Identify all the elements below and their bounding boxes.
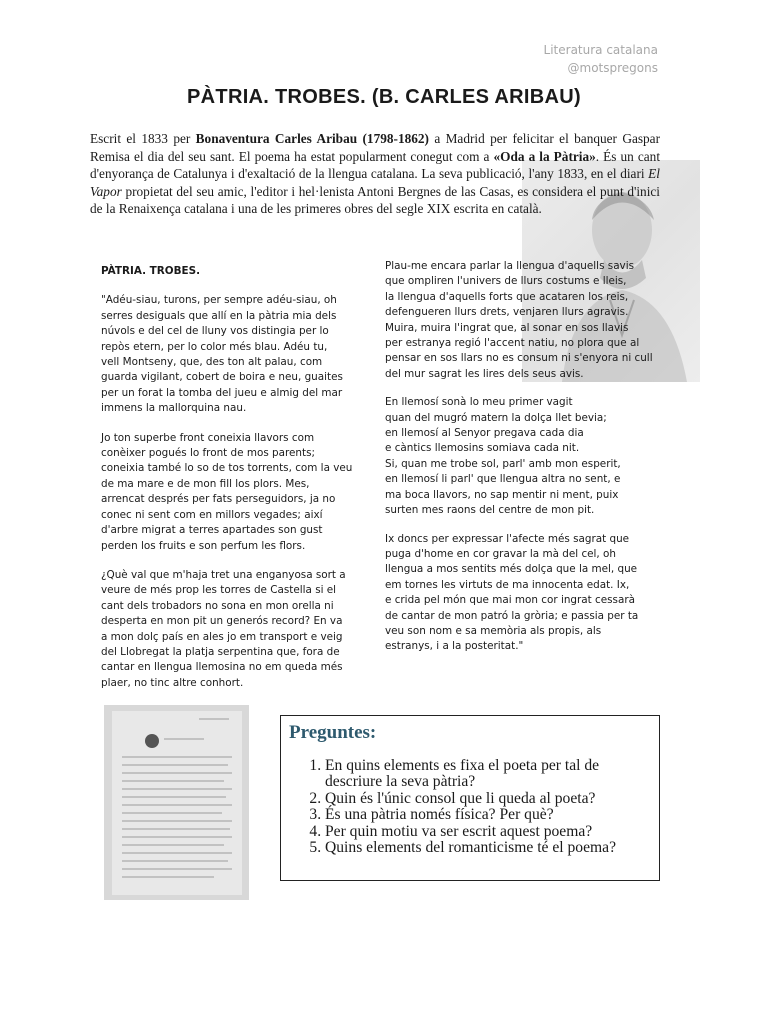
intro-author: Bonaventura Carles Aribau (1798-1862)	[195, 131, 429, 146]
manuscript-image	[104, 705, 249, 900]
question-item: 5. Quins elements del romanticisme té el poema?	[325, 840, 649, 856]
questions-list	[289, 758, 649, 856]
intro-ode-name: «Oda a la Pàtria»	[493, 148, 596, 164]
poem-stanza: Plau-me encara parlar la llengua d'aquells savis que ompliren l'univers de llurs costums e lleis, la llengua d'aquells forts que acataren los reis, defengueren llurs drets, venjaren llurs agravis. Muira, muira l'ingrat que, al sonar en sos llavis per estranya regió l'accent natiu, no plora que al pensar en sos llars no es consum ni s'enyora ni cull del mur sagrat les lires dels seus avis.	[385, 260, 653, 380]
question-item: 1. En quins elements es fixa el poeta per tal de descriure la seva pàtria?	[325, 758, 649, 791]
header-subject: Literatura catalana	[543, 43, 658, 57]
page-title: PÀTRIA. TROBES. (B. CARLES ARIBAU)	[187, 86, 581, 108]
poem-right-column	[385, 259, 655, 668]
header-note	[544, 41, 658, 77]
poem-stanza: Jo ton superbe front coneixia llavors com conèixer pogués lo front de mos parents; coneixia també lo so de tos torrents, com la veu de ma mare e de mon fill los plors. Mes, arrencat després per fats perseguidors, ja no conec ni sent com en millors vegades; així d'arbre migrat a terres apartades son gust perden los fruits e son perfum les flors.	[101, 431, 353, 552]
questions-box	[280, 715, 660, 881]
question-item: 4. Per quin motiu va ser escrit aquest poema?	[325, 824, 649, 840]
poem-stanza: "Adéu-siau, turons, per sempre adéu-siau, oh serres desiguals que allí en la pàtria mia dels núvols e del cel de lluny vos distingia per lo repòs etern, per lo color més blau. Adéu tu, vell Montseny, que, des ton alt palau, com guarda vigilant, cobert de boira e neu, guaites per un forat la tomba del jueu e almig del mar immens la mallorquina nau.	[101, 294, 343, 415]
poem-left-column	[101, 264, 361, 705]
intro-text-4: propietat del seu amic, l'editor i hel·lenista Antoni Bergnes de las Casas, es considera el punt d'inici de la Renaixença catalana i una de les primeres obres del segle XIX escrita en català.	[90, 183, 660, 216]
poem-stanza: Ix doncs per expressar l'afecte més sagrat que puga d'home en cor gravar la mà del cel, oh llengua a mos sentits més dolça que la mel, que em tornes les virtuts de ma innocenta edat. Ix, e crida pel món que mai mon cor ingrat cessarà de cantar de mon patró la gròria; e passia per ta veu son nom e sa memòria als propis, als estranys, i a la posteritat."	[385, 532, 639, 653]
intro-paragraph	[90, 130, 660, 218]
question-item: 3. És una pàtria només física? Per què?	[325, 807, 649, 823]
poem-stanza: ¿Què val que m'haja tret una enganyosa sort a veure de més prop les torres de Castella si el cant dels trobadors no sona en mon orella ni desperta en mon pit un generós record? En va a mon dolç país en ales jo em transport e veig del Llobregat la platja serpentina que, fora de cantar en llengua llemosina no em queda més plaer, no tinc altre conhort.	[101, 568, 346, 689]
questions-title: Preguntes:	[289, 722, 377, 743]
question-item: 2. Quin és l'únic consol que li queda al poeta?	[325, 791, 649, 807]
poem-stanza: En llemosí sonà lo meu primer vagit quan del mugró matern la dolça llet bevia; en llemosí al Senyor pregava cada dia e càntics llemosins somiava cada nit. Si, quan me trobe sol, parl' amb mon esperit, en llemosí li parl' que llengua altra no sent, e ma boca llavors, no sap mentir ni ment, puix surten mes raons del centre de mon pit.	[385, 396, 621, 517]
poem-title: PÀTRIA. TROBES.	[101, 265, 201, 277]
intro-text-1: Escrit el 1833 per	[90, 131, 196, 146]
intro-text-3: . És un cant d'enyorança de Catalunya i d'exaltació de la llengua catalana. La seva publicació, l'any 1833, en el diari	[90, 148, 661, 181]
intro-text-2: a Madrid per felicitar el banquer Gaspar Remisa el dia del seu sant. El poema ha estat popularment conegut com a	[90, 131, 660, 164]
header-handle: @motspregons	[567, 61, 658, 75]
intro-newspaper: El Vapor	[90, 166, 660, 199]
